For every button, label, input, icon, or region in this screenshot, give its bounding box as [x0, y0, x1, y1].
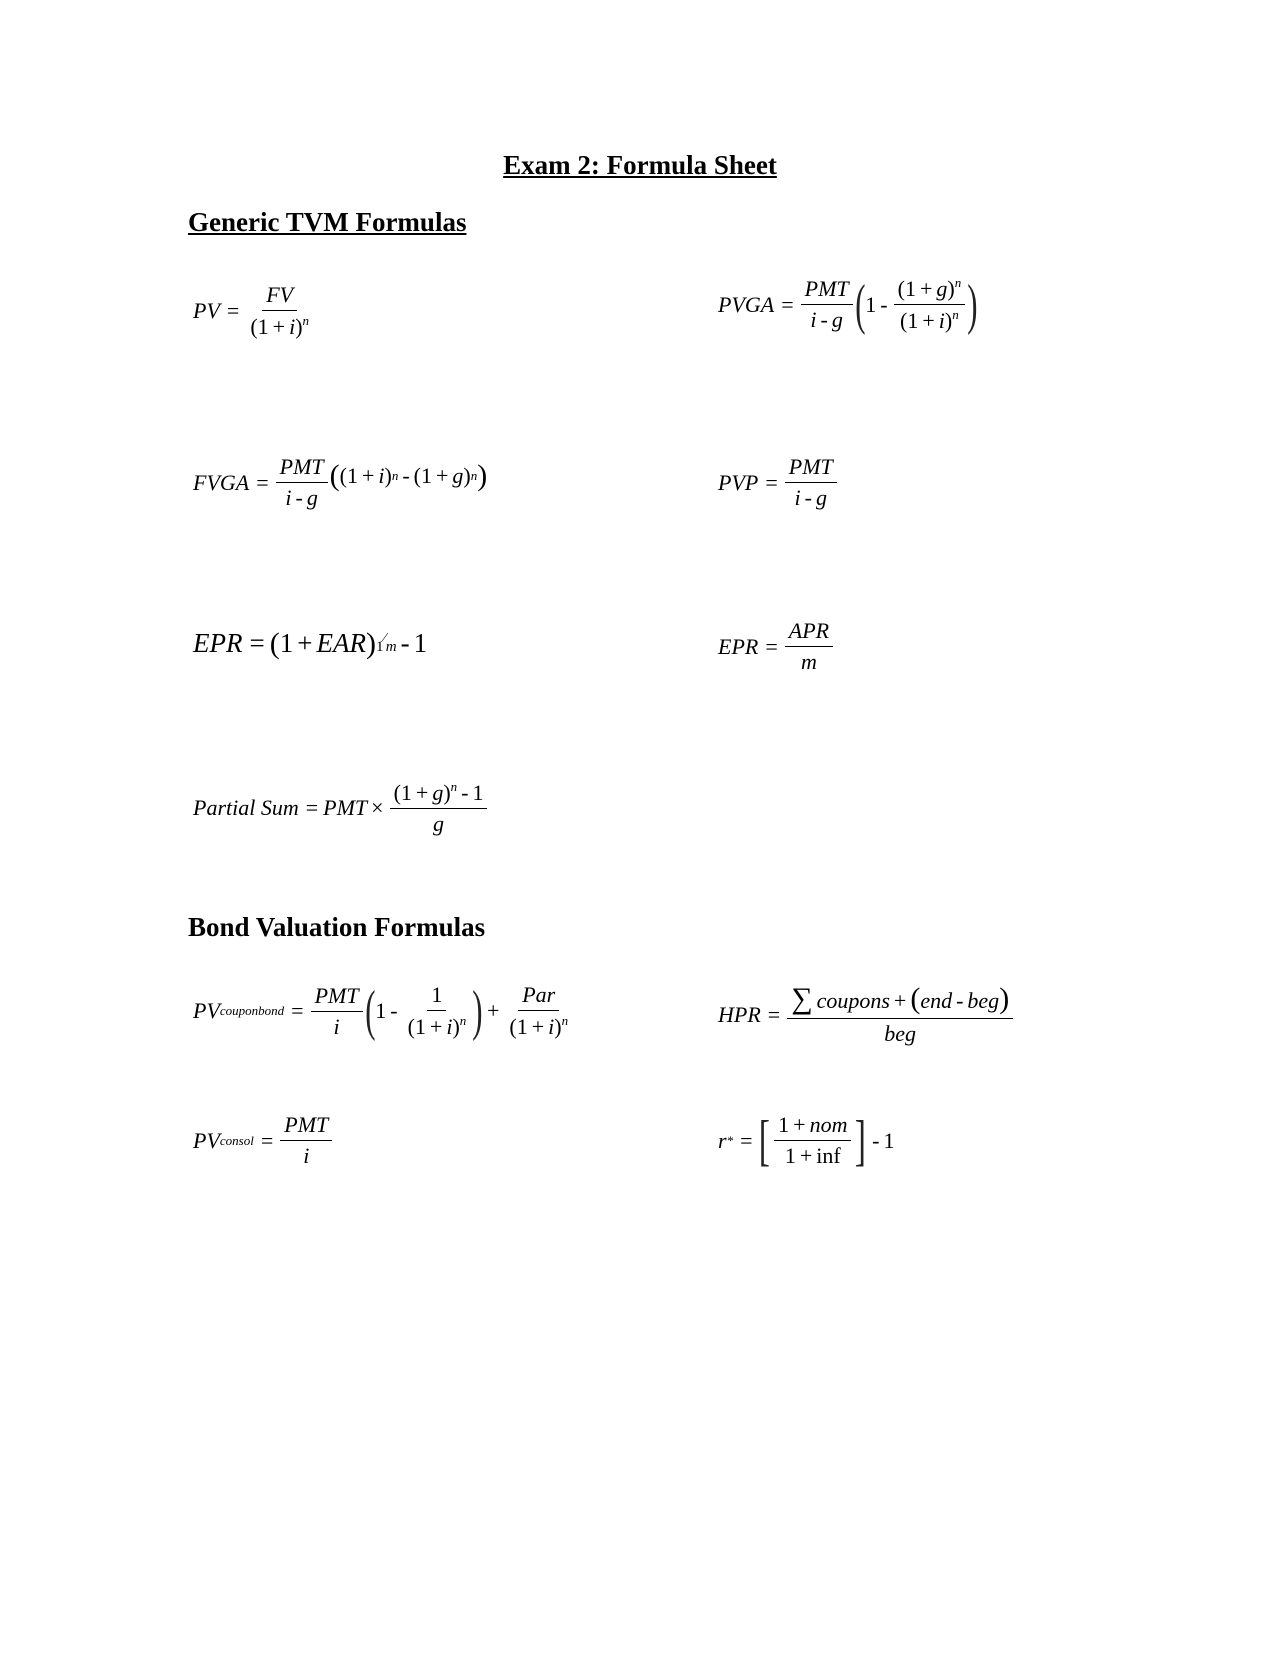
one: 1	[375, 639, 384, 655]
equals-sign: =	[765, 633, 778, 659]
numerator	[785, 454, 837, 483]
one: 1	[420, 462, 432, 488]
one: 1	[784, 1143, 796, 1168]
symbol-i: i	[794, 485, 801, 510]
symbol-pmt: PMT	[284, 1112, 329, 1137]
right-paren: )	[472, 980, 483, 1042]
symbol-apr: APR	[788, 618, 830, 643]
symbol-i: i	[303, 1143, 310, 1168]
formula-hpr	[718, 982, 1015, 1047]
one: 1	[279, 628, 294, 658]
denominator	[429, 809, 448, 837]
formula-partial-sum	[193, 779, 489, 837]
denominator: $(1 + i)^n$	[900, 307, 959, 333]
equals-sign: =	[226, 298, 240, 323]
symbol-beg: beg	[967, 988, 1000, 1013]
symbol-i: i	[548, 1014, 555, 1039]
exponent-n: n	[954, 275, 962, 290]
symbol-inf: inf	[816, 1143, 841, 1168]
formula-epr-ear: EPR = ( 1 + EAR ) 1⁄m - 1	[193, 626, 428, 660]
equals-sign: =	[781, 291, 794, 317]
symbol-beg: beg	[884, 1021, 917, 1046]
fraction	[246, 282, 313, 340]
one: 1	[346, 462, 358, 488]
symbol-g: g	[936, 276, 948, 301]
one: 1	[257, 314, 269, 339]
superscript-star: *	[726, 1132, 734, 1148]
one: 1	[778, 1112, 790, 1137]
section-heading-bond: Bond Valuation Formulas	[188, 912, 486, 942]
symbol-g: g	[452, 462, 464, 488]
one: 1	[904, 276, 916, 301]
symbol-pmt: PMT	[788, 454, 833, 479]
numerator	[262, 282, 297, 311]
fraction	[276, 454, 328, 511]
formula-pv-consol	[193, 1112, 334, 1169]
denominator: i - g	[794, 485, 827, 510]
symbol-pvp: PVP	[718, 469, 759, 495]
symbol-pmt: PMT	[804, 276, 849, 301]
equals-sign: =	[767, 1001, 781, 1027]
one: 1	[431, 982, 443, 1007]
one: 1	[472, 780, 484, 805]
symbol-pv: PV	[193, 998, 220, 1023]
one: 1	[516, 1014, 528, 1039]
symbol-g: g	[815, 485, 827, 510]
denominator: i - g	[810, 307, 843, 332]
symbol-pmt: PMT	[323, 795, 368, 820]
symbol-epr: EPR	[718, 633, 759, 659]
subscript-couponbond: couponbond	[219, 1003, 285, 1018]
numerator	[427, 982, 446, 1011]
symbol-epr: EPR	[193, 628, 243, 658]
symbol-i: i	[810, 307, 817, 332]
symbol-pmt: PMT	[279, 454, 324, 479]
fraction	[390, 779, 488, 837]
denominator: $(1 + i)^n$	[407, 1013, 467, 1039]
one: 1	[907, 308, 919, 333]
denominator: i - g	[285, 485, 318, 510]
formula-pv-couponbond: PV couponbond = $\frac{\text{PMT}}{i}$ ( 1 - $\frac{1}{(1 + i)^n}$ ) + $\frac{\text{Par}}{(1 + i)^n}$	[193, 982, 574, 1040]
fraction	[785, 618, 833, 675]
symbol-pmt: PMT	[314, 982, 359, 1008]
subscript-consol: consol	[219, 1132, 254, 1148]
exponent-n: n	[391, 467, 399, 483]
formula-real-rate: r * = [ $\frac{\text{1 + nom}}{\text{1 + inf}}$ ] - 1	[718, 1109, 895, 1172]
denominator: $(1 + i)^n$	[509, 1013, 569, 1039]
right-bracket: ]	[855, 1109, 867, 1172]
symbol-ear: EAR	[316, 628, 366, 658]
symbol-hpr: HPR	[718, 1001, 761, 1027]
exponent-n: n	[952, 307, 959, 322]
equals-sign: =	[291, 998, 304, 1023]
left-bracket: [	[759, 1109, 771, 1172]
symbol-g: g	[433, 811, 445, 836]
symbol-fvga: FVGA	[193, 469, 250, 495]
symbol-i: i	[446, 1014, 453, 1039]
fraction	[787, 982, 1013, 1047]
page-title: Exam 2: Formula Sheet	[503, 150, 777, 180]
fraction	[785, 454, 837, 511]
denominator	[797, 647, 821, 675]
symbol-i: i	[938, 308, 945, 333]
numerator: 1 + nom	[774, 1112, 851, 1141]
numerator	[280, 1112, 332, 1141]
equals-sign: =	[305, 795, 319, 820]
fraction	[280, 1112, 332, 1169]
denominator: $(1 + i)^n$	[250, 313, 310, 339]
symbol-i: i	[285, 485, 292, 510]
exponent-n: n	[470, 467, 478, 483]
left-paren: (	[854, 273, 866, 336]
numerator: $(1 + g)^n - 1$	[390, 779, 488, 809]
symbol-coupons: coupons	[816, 988, 890, 1013]
numerator	[518, 982, 559, 1011]
fraction	[505, 982, 572, 1040]
exponent-n: n	[450, 779, 458, 794]
symbol-m: m	[385, 639, 397, 655]
symbol-end: end	[920, 988, 953, 1013]
symbol-r: r	[718, 1127, 727, 1153]
fraction	[311, 983, 363, 1040]
symbol-partial-sum: Partial Sum	[193, 795, 299, 820]
fraction	[774, 1112, 851, 1169]
denominator	[330, 1012, 344, 1040]
formula-pvp	[718, 454, 839, 511]
symbol-g: g	[306, 485, 318, 510]
equals-sign: =	[249, 628, 265, 658]
fraction	[404, 982, 471, 1040]
times-sign: ×	[371, 795, 384, 820]
denominator	[880, 1019, 920, 1047]
section-heading-tvm: Generic TVM Formulas	[188, 207, 467, 237]
one: 1	[413, 628, 428, 658]
denominator: 1 + inf	[784, 1143, 841, 1168]
symbol-i: i	[333, 1013, 340, 1039]
one: 1	[400, 780, 412, 805]
numerator	[276, 454, 328, 483]
equals-sign: =	[765, 469, 778, 495]
formula-epr-apr	[718, 618, 835, 675]
symbol-m: m	[800, 649, 817, 674]
right-paren: )	[967, 273, 978, 336]
denominator	[299, 1141, 313, 1169]
numerator: ∑ coupons + (end - beg)	[787, 982, 1013, 1019]
exponent-n: n	[561, 1013, 569, 1028]
symbol-g: g	[831, 307, 843, 332]
equals-sign: =	[740, 1127, 753, 1153]
symbol-i: i	[289, 314, 296, 339]
numerator	[785, 618, 833, 647]
numerator: $(1 + g)^n$	[894, 275, 966, 305]
symbol-pvga: PVGA	[718, 291, 775, 317]
one: 1	[865, 291, 877, 317]
equals-sign: =	[260, 1127, 274, 1153]
symbol-g: g	[432, 780, 444, 805]
sigma-icon: ∑	[791, 982, 813, 1015]
formula-pvga: PVGA = $\frac{\text{PMT}}{i - g}$ ( 1 - $\frac{(1 + g)^n}{(1 + i)^n}$ )	[718, 273, 978, 336]
symbol-i: i	[378, 462, 385, 488]
exponent-n: n	[459, 1013, 467, 1028]
left-paren: (	[364, 980, 376, 1042]
symbol-nom: nom	[809, 1112, 848, 1137]
numerator	[311, 983, 363, 1012]
formula-pv	[193, 282, 315, 340]
one: 1	[375, 998, 387, 1023]
fraction	[894, 275, 966, 334]
symbol-pv: PV	[193, 1127, 220, 1153]
exponent-n: n	[302, 313, 310, 328]
one: 1	[414, 1014, 426, 1039]
formula-fvga: FVGA = $\frac{\text{PMT}}{i - g}$ ( ( 1 + i ) n - ( 1 + g ) n )	[193, 454, 488, 510]
symbol-fv: FV	[266, 282, 294, 307]
fraction	[801, 276, 853, 333]
one: 1	[883, 1127, 895, 1153]
symbol-pv: PV	[193, 298, 220, 323]
equals-sign: =	[256, 469, 269, 495]
numerator	[801, 276, 853, 305]
symbol-par: Par	[522, 982, 556, 1007]
